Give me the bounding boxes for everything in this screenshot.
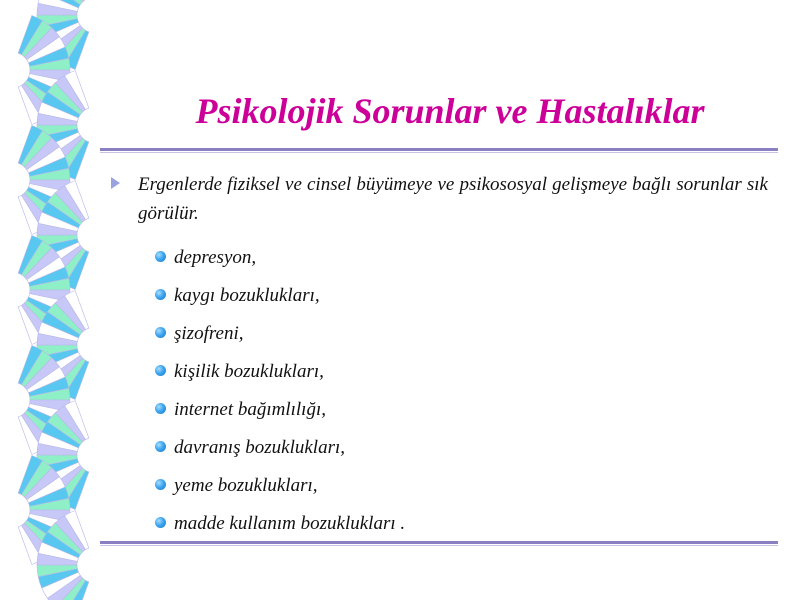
list-item (155, 429, 405, 467)
spiral-border-decoration (0, 0, 110, 600)
list-item-text: madde kullanım bozuklukları . (174, 513, 406, 534)
list-item (155, 467, 405, 505)
main-point-text: Ergenlerde fiziksel ve cinsel büyümeye ve psikososyal gelişmeye bağlı sorunlar sık görülür. (138, 174, 768, 224)
content-divider-bottom (100, 541, 778, 544)
list-item-text: depresyon, (174, 247, 257, 268)
list-item-text: yeme bozuklukları, (174, 475, 318, 496)
dot-bullet-icon (155, 365, 166, 376)
title-divider-top (100, 148, 778, 151)
dot-bullet-icon (155, 289, 166, 300)
list-item (155, 505, 405, 543)
list-item (155, 277, 405, 315)
list-item (155, 391, 405, 429)
list-item (155, 239, 405, 277)
list-item-text: kaygı bozuklukları, (174, 285, 320, 306)
dot-bullet-icon (155, 327, 166, 338)
list-item (155, 353, 405, 391)
dot-bullet-icon (155, 251, 166, 262)
list-item-text: şizofreni, (174, 323, 244, 344)
dot-bullet-icon (155, 517, 166, 528)
dot-bullet-icon (155, 479, 166, 490)
sub-bullet-list (155, 239, 405, 543)
dot-bullet-icon (155, 403, 166, 414)
list-item (155, 315, 405, 353)
dot-bullet-icon (155, 441, 166, 452)
list-item-text: kişilik bozuklukları, (174, 361, 324, 382)
slide-title: Psikolojik Sorunlar ve Hastalıklar (195, 91, 705, 131)
triangle-bullet-icon (111, 177, 120, 189)
list-item-text: internet bağımlılığı, (174, 399, 326, 420)
list-item-text: davranış bozuklukları, (174, 437, 345, 458)
